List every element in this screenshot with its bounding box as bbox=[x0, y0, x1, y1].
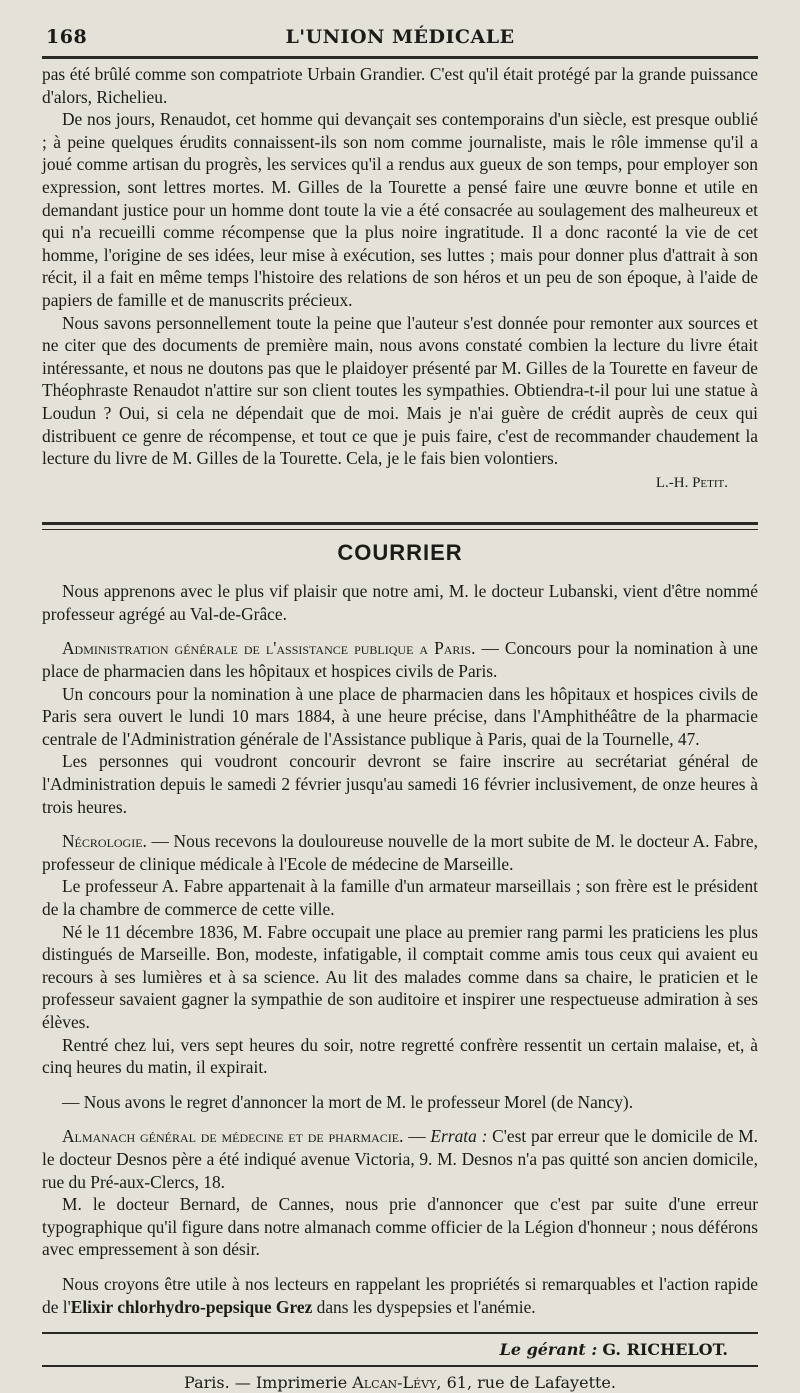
running-head bbox=[42, 26, 758, 56]
news-paragraph: Administration générale de l'assistance publique a Paris. — Concours pour la nomination à une place de pharmacien dans les hôpitaux et hospices civils de Paris. bbox=[42, 638, 758, 682]
article-signature: L.-H. Petit. bbox=[655, 474, 728, 491]
footer-rule bbox=[42, 1365, 758, 1367]
article-paragraph: Nous savons personnellement toute la peine que l'auteur s'est donnée pour remonter aux sources et ne citer que des documents de première main, nous avons constaté combien la lecture du livre était intéressante, et nous ne doutons pas que le plaidoyer présenté par M. Gilles de la Tourette en faveur de Théophraste Renaudot n'attire sur son client toutes les sympathies. Obtiendra-t-il pour lui une statue à Loudun ? Oui, si cela ne dépendait que de moi. Mais je n'ai guère de crédit auprès de ceux qui distribuent ce genre de récompense, et tout ce que je puis faire, c'est de recommander chaudement la lecture du livre de M. Gilles de la Tourette. Cela, je le fais bien volontiers. bbox=[42, 312, 758, 469]
journal-title: L'UNION MÉDICALE bbox=[285, 26, 515, 48]
footer-rule bbox=[42, 1332, 758, 1334]
news-paragraph: M. le docteur Bernard, de Cannes, nous prie d'annoncer que c'est par suite d'une erreur typographique qu'il figure dans notre almanach comme officier de la Légion d'honneur ; nous déférons avec empressement à son désir. bbox=[42, 1194, 758, 1260]
news-paragraph: Le professeur A. Fabre appartenait à la famille d'un armateur marseillais ; son frère est le président de la chambre de commerce de cette ville. bbox=[42, 876, 758, 919]
page-number: 168 bbox=[46, 26, 88, 48]
news-paragraph: Né le 11 décembre 1836, M. Fabre occupait une place au premier rang parmi les praticiens les plus distingués de Marseille. Bon, modeste, infatigable, il comptait comme amis tous ceux qui avaient eu recours à ses lumières et à sa science. Au lit des malades comme dans sa chaire, le praticien et le professeur savaient gagner la sympathie de son auditoire et inspirer une respectueuse admiration à ses élèves. bbox=[42, 921, 758, 1032]
article-body bbox=[42, 63, 758, 494]
news-paragraph: — Nous avons le regret d'annoncer la mort de M. le professeur Morel (de Nancy). bbox=[62, 1091, 634, 1112]
courrier-body bbox=[42, 580, 758, 1318]
news-paragraph: Un concours pour la nomination à une place de pharmacien dans les hôpitaux et hospices civils de Paris sera ouvert le lundi 10 mars 1884, à une heure précise, dans l'Amphithéâtre de la pharmacie centrale de l'Administration générale de l'Assistance publique à Paris, quai de la Tournelle, 47. bbox=[42, 683, 758, 749]
news-heading: Nécrologie. bbox=[62, 831, 147, 852]
news-heading: Administration générale de l'assistance publique a Paris. bbox=[62, 638, 476, 659]
article-paragraph: pas été brûlé comme son compatriote Urbain Grandier. C'est qu'il était protégé par la grande puissance d'alors, Richelieu. bbox=[42, 64, 758, 107]
news-paragraph: Nous apprenons avec le plus vif plaisir que notre ami, M. le docteur Lubanski, vient d'être nommé professeur agrégé au Val-de-Grâce. bbox=[42, 581, 758, 624]
news-paragraph: Nécrologie. — Nous recevons la douloureuse nouvelle de la mort subite de M. le docteur A. Fabre, professeur de clinique médicale à l'Ecole de médecine de Marseille. bbox=[42, 831, 758, 874]
news-paragraph: Rentré chez lui, vers sept heures du soir, notre regretté confrère ressentit un certain malaise, et, à cinq heures du matin, il expirait. bbox=[42, 1034, 758, 1078]
article-paragraph: De nos jours, Renaudot, cet homme qui devançait ses contemporains d'un siècle, est presque oublié ; à peine quelques érudits connaissent-ils son nom comme journaliste, mais le rôle immense qu'il a joué comme artisan du progrès, les services qu'il a rendus aux gueux de son temps, pour employer son expression, sont lettres mortes. M. Gilles de la Tourette a pensé faire une œuvre bonne et utile en demandant justice pour un homme dont toute la vie a été consacrée au soulagement des malheureux et qui n'a recueilli comme récompense que la plus noire ingratitude. Il a donc raconté la vie de cet homme, l'origine de ses idées, leur mise à exécution, ses luttes ; mais pour donner plus d'attrait à son récit, il a fait en même temps l'histoire des relations de son héros et un peu de son époque, à l'aide de papiers de famille et de manuscrits précieux. bbox=[42, 109, 758, 310]
gerant-line: Le gérant : G. RICHELOT. bbox=[499, 1340, 728, 1360]
errata-label: Errata : bbox=[430, 1126, 488, 1147]
imprint-line: Paris. — Imprimerie Alcan-Lévy, 61, rue de Lafayette. bbox=[184, 1373, 616, 1393]
header-rule bbox=[42, 56, 758, 59]
news-paragraph: Nous croyons être utile à nos lecteurs en rappelant les propriétés si remarquables et l'action rapide de l'Elixir chlorhydro-pepsique Grez dans les dyspepsies et l'anémie. bbox=[42, 1273, 758, 1317]
news-paragraph: Almanach général de médecine et de pharmacie. — Errata : C'est par erreur que le domicile de M. le docteur Desnos père a été indiqué avenue Victoria, 9. M. Desnos n'a pas quitté son ancien domicile, rue du Pré-aux-Clercs, 18. bbox=[42, 1126, 758, 1192]
section-title: COURRIER bbox=[337, 540, 463, 566]
news-paragraph: Les personnes qui voudront concourir devront se faire inscrire au secrétariat général de l'Administration depuis le samedi 2 février jusqu'au samedi 16 février inclusivement, de onze heures à trois heures. bbox=[42, 751, 758, 817]
section-divider bbox=[42, 522, 758, 530]
product-name: Elixir chlorhydro-pepsique Grez bbox=[70, 1296, 313, 1317]
news-heading: Almanach général de médecine et de pharmacie. bbox=[62, 1126, 404, 1147]
